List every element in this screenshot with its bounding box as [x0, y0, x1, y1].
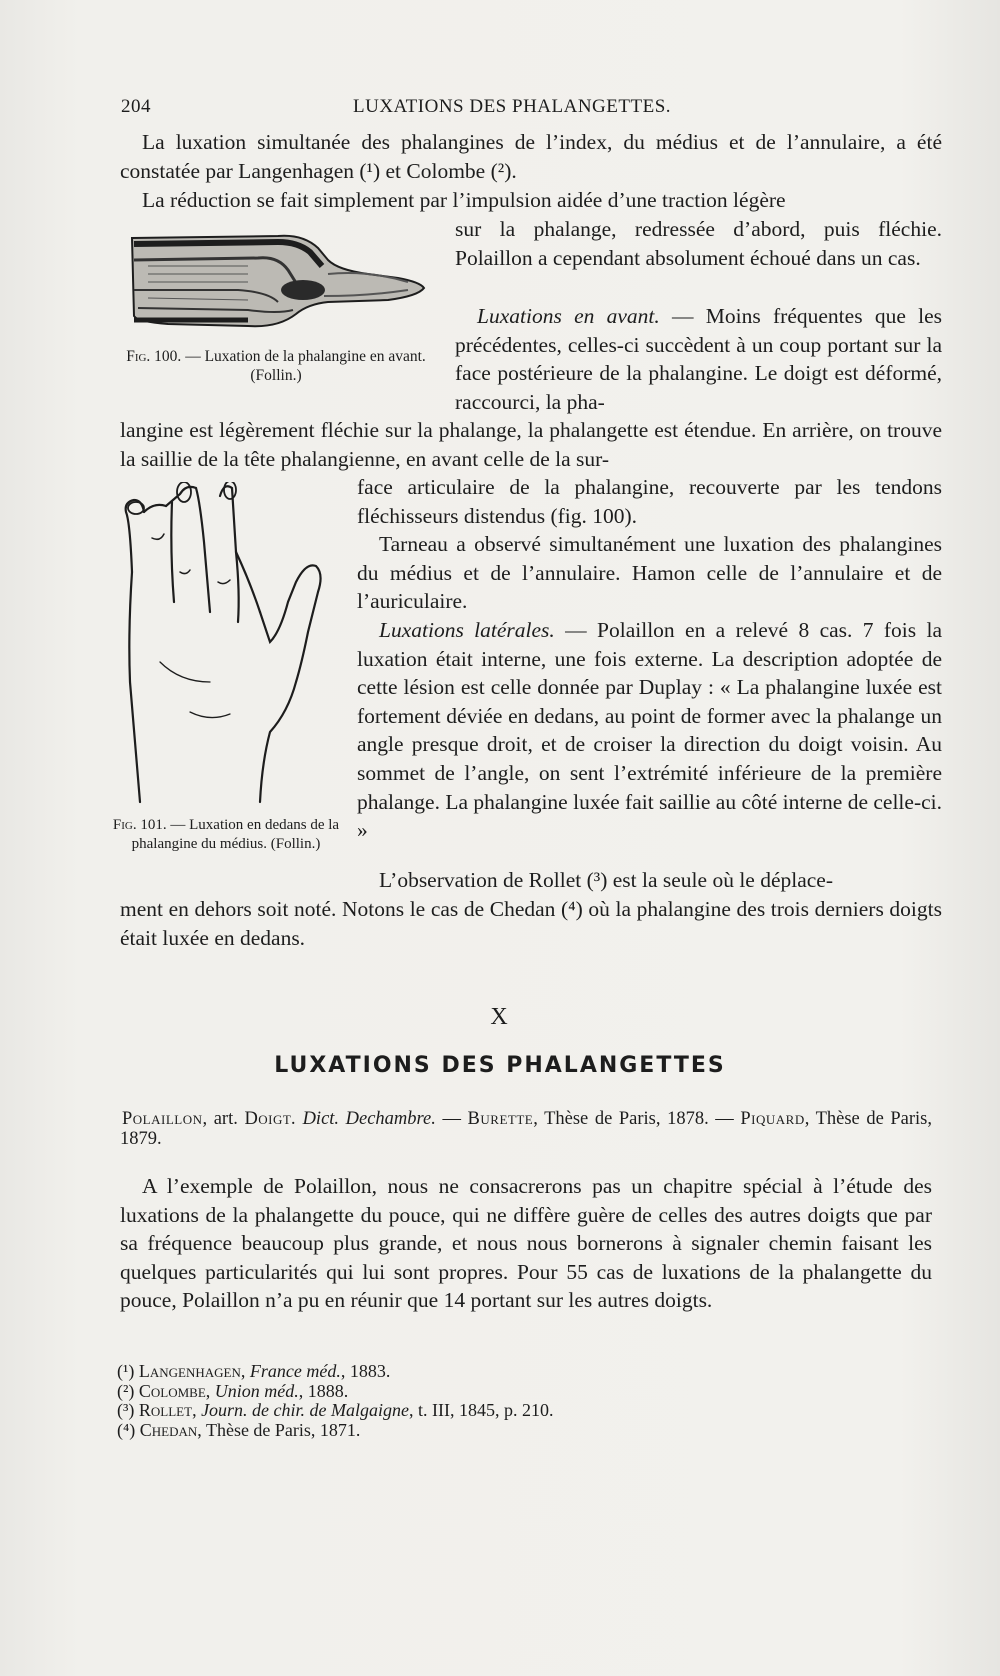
- paragraph-3-side: [455, 302, 942, 416]
- bibliography: [120, 1109, 932, 1149]
- footnote-author: Langenhagen: [138, 1361, 241, 1381]
- footnote-rest: , 1888.: [298, 1380, 349, 1401]
- hand-image: [120, 482, 340, 812]
- chapter-number: X: [490, 1004, 510, 1030]
- figure-101-caption-text: — Luxation en dedans de la phalangine du médius. (Follin.): [131, 817, 340, 852]
- footnote-author: Chedan: [139, 1419, 198, 1440]
- paragraph-2-line1: La réduction se fait simplement par l’impulsion aidée d’une traction légère: [142, 188, 786, 212]
- bib-dict: . Dict. Dechambre.: [291, 1109, 436, 1129]
- figure-100-illustration: [128, 230, 428, 345]
- footnote-4: (⁴) Chedan, Thèse de Paris, 1871.: [117, 1419, 361, 1440]
- paragraph-6-side: L’observation de Rollet (³) est la seule où le déplace-: [379, 868, 834, 892]
- bib-text: , art.: [202, 1109, 245, 1129]
- bib-author-polaillon: Polaillon: [122, 1109, 203, 1129]
- paragraph-4: Tarneau a observé simultanément une luxation des phalangines du médius et de l’annulaire. Hamon celle de l’annulaire et de l’auriculaire.: [357, 532, 942, 614]
- footnote-3: (³) Rollet, Journ. de chir. de Malgaigne, t. III, 1845, p. 210.: [117, 1400, 554, 1420]
- footnote-rest: , 1883.: [340, 1361, 391, 1381]
- footnotes: [117, 1362, 717, 1440]
- paragraph-3-full: langine est légèrement fléchie sur la phalange, la phalangette est étendue. En arrière, on trouve la saillie de la tête phalangienne, en avant celle de la sur-: [120, 418, 942, 471]
- footnote-number: (²): [117, 1380, 135, 1401]
- paragraph-5: [357, 616, 942, 845]
- footnote-author: Rollet: [138, 1400, 193, 1420]
- footnote-2: (²) Colombe, Union méd., 1888.: [117, 1380, 349, 1401]
- footnote-rest: Thèse de Paris, 1871.: [205, 1419, 361, 1440]
- paragraph-7: A l’exemple de Polaillon, nous ne consacrerons pas un chapitre spécial à l’étude des luxations de la phalangette du pouce, qui ne diffère guère de celles des autres doigts que par sa fréquence beaucoup plus grande, et nous nous bornerons à signaler chemin faisant les quelques particularités qui lui sont propres. Pour 55 cas de luxations de la phalangette du pouce, Polaillon n’a pu en réunir que 14 portant sur les autres doigts.: [120, 1174, 932, 1313]
- paragraph-1: La luxation simultanée des phalangines de l’index, du médius et de l’annulaire, a été constatée par Langenhagen (¹) et Colombe (²).: [120, 130, 942, 183]
- footnote-number: (³): [117, 1400, 135, 1420]
- figure-100-caption: [120, 347, 432, 385]
- figure-101-label: Fig. 101.: [112, 817, 167, 833]
- bib-author-piquard: Piquard: [740, 1109, 805, 1129]
- paragraph-3-text: — Moins fréquentes que les précédentes, celles-ci succèdent à un coup portant sur la face postérieure de la phalangine. Le doigt est déformé, raccourci, la pha-: [455, 304, 943, 414]
- figure-101-illustration: [120, 482, 340, 817]
- figure-101-caption: [112, 816, 340, 854]
- figure-100-label: Fig. 100.: [126, 348, 182, 365]
- paragraph-5-text: — Polaillon en a relevé 8 cas. 7 fois la luxation était interne, une fois externe. La description adoptée de cette lésion est celle donnée par Duplay : « La phalangine luxée est fortement déviée en dedans, au point de former avec la phalange un angle presque droit, et de croiser la direction du doigt voisin. Au sommet de l’angle, on sent l’extrémité inférieure de la première phalange. La phalangine luxée fait saillie au côté interne de celle-ci. »: [357, 618, 942, 843]
- finger-profile-image: [128, 230, 428, 340]
- bib-text-2: , Thèse de Paris, 1878. —: [533, 1109, 741, 1129]
- footnote-title: Journ. de chir. de Malgaigne: [201, 1400, 410, 1420]
- footnote-rest: , t. III, 1845, p. 210.: [409, 1400, 554, 1420]
- chapter-title: LUXATIONS DES PHALANGETTES: [274, 1053, 726, 1078]
- page-number: 204: [121, 96, 151, 117]
- bib-separator: —: [435, 1109, 468, 1129]
- footnote-1: (¹) Langenhagen, France méd., 1883.: [117, 1361, 391, 1381]
- footnote-author: Colombe: [138, 1380, 206, 1401]
- subheading-luxations-laterales: Luxations latérales.: [379, 618, 555, 642]
- figure-100-caption-text: — Luxation de la phalangine en avant. (Follin.): [181, 348, 426, 384]
- bib-author-burette: Burette: [467, 1109, 534, 1129]
- running-head: LUXATIONS DES PHALANGETTES.: [353, 96, 672, 117]
- footnote-number: (⁴): [117, 1419, 136, 1440]
- footnote-title: France méd.: [249, 1361, 341, 1381]
- footnote-title: Union méd.: [214, 1380, 299, 1401]
- bib-article: Doigt: [244, 1109, 292, 1129]
- paragraph-6-full: ment en dehors soit noté. Notons le cas de Chedan (⁴) où la phalangine des trois derniers doigts était luxée en dedans.: [120, 897, 942, 950]
- footnote-number: (¹): [117, 1361, 135, 1381]
- subheading-luxations-en-avant: Luxations en avant.: [477, 304, 660, 328]
- paragraph-2-rest: sur la phalange, redressée d’abord, puis fléchie. Polaillon a cependant absolument échoué dans un cas.: [455, 217, 942, 270]
- bib-text-3: , Thèse de Paris, 1879.: [120, 1109, 933, 1149]
- paragraph-3-side-end: face articulaire de la phalangine, recouverte par les tendons fléchisseurs distendus (fig. 100).: [357, 475, 942, 528]
